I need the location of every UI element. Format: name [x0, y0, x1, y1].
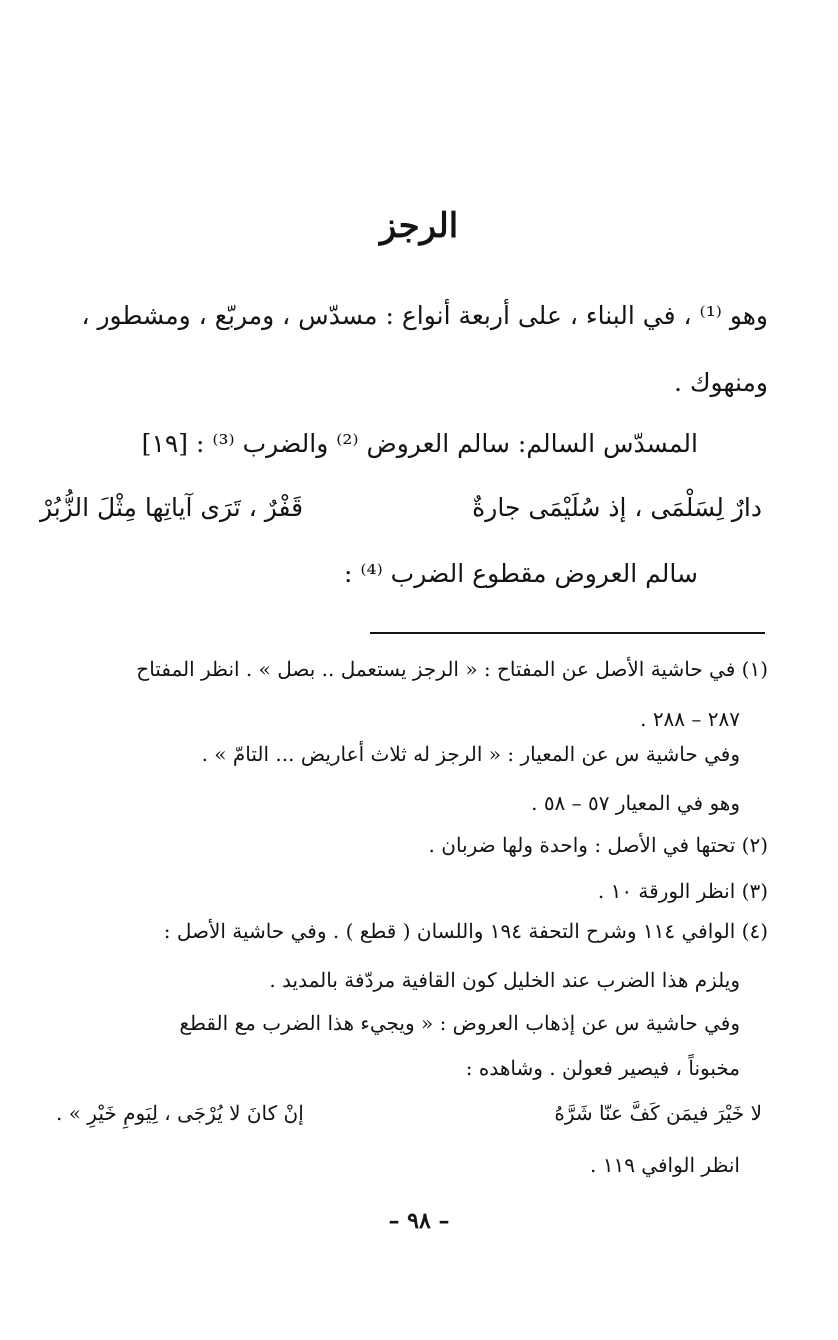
- body-line-1: وهو ⁽¹⁾ ، في البناء ، على أربعة أنواع : مسدّس ، ومربّع ، ومشطور ،: [81, 301, 768, 330]
- footnote-4-line-b: ويلزم هذا الضرب عند الخليل كون القافية مردّفة بالمديد .: [269, 968, 740, 992]
- footnote-1-line-c: وفي حاشية س عن المعيار : « الرجز له ثلاث أعاريض ... التامّ » .: [201, 742, 740, 766]
- footnote-separator: [370, 632, 765, 634]
- footnote-2: (٢) تحتها في الأصل : واحدة ولها ضربان .: [428, 833, 768, 857]
- footnote-3: (٣) انظر الورقة ١٠ .: [597, 879, 768, 903]
- footnote-4-verse: [56, 1100, 762, 1126]
- footnote-4-line-d: مخبوناً ، فيصير فعولن . وشاهده :: [465, 1056, 740, 1080]
- footnote-4-line-e: انظر الوافي ١١٩ .: [589, 1153, 740, 1177]
- verse-1-second-hemistich: قَفْرٌ ، تَرَى آياتِها مِثْلَ الزُّبُرْ: [40, 493, 304, 522]
- footnote-1-line-b: ٢٨٧ – ٢٨٨ .: [640, 707, 740, 731]
- page-number: – ٩٨ –: [388, 1208, 450, 1234]
- footnote-4-verse-second-hemistich: إنْ كانَ لا يُرْجَى ، لِيَومِ خَيْرِ » .: [56, 1101, 304, 1125]
- footnote-4-line-a: (٤) الوافي ١١٤ وشرح التحفة ١٩٤ واللسان ( قطع ) . وفي حاشية الأصل :: [163, 919, 768, 943]
- footnote-4-verse-first-hemistich: لا خَيْرَ فيمَن كَفَّ عنّا شَرَّهُ: [554, 1101, 762, 1125]
- footnote-4-line-c: وفي حاشية س عن إذهاب العروض : « ويجيء هذا الضرب مع القطع: [179, 1011, 740, 1035]
- chapter-title: الرجز: [379, 206, 459, 246]
- body-line-3: المسدّس السالم: سالم العروض ⁽²⁾ والضرب ⁽³⁾ : [١٩]: [141, 429, 698, 458]
- footnote-1-line-a: (١) في حاشية الأصل عن المفتاح : « الرجز يستعمل .. بصل » . انظر المفتاح: [136, 657, 768, 681]
- verse-1-first-hemistich: دارٌ لِسَلْمَى ، إذ سُلَيْمَى جارةٌ: [472, 493, 762, 522]
- body-line-4: سالم العروض مقطوع الضرب ⁽⁴⁾ :: [344, 559, 698, 588]
- verse-1: [40, 490, 762, 525]
- body-line-2: ومنهوك .: [674, 368, 768, 397]
- footnote-1-line-d: وهو في المعيار ٥٧ – ٥٨ .: [531, 791, 740, 815]
